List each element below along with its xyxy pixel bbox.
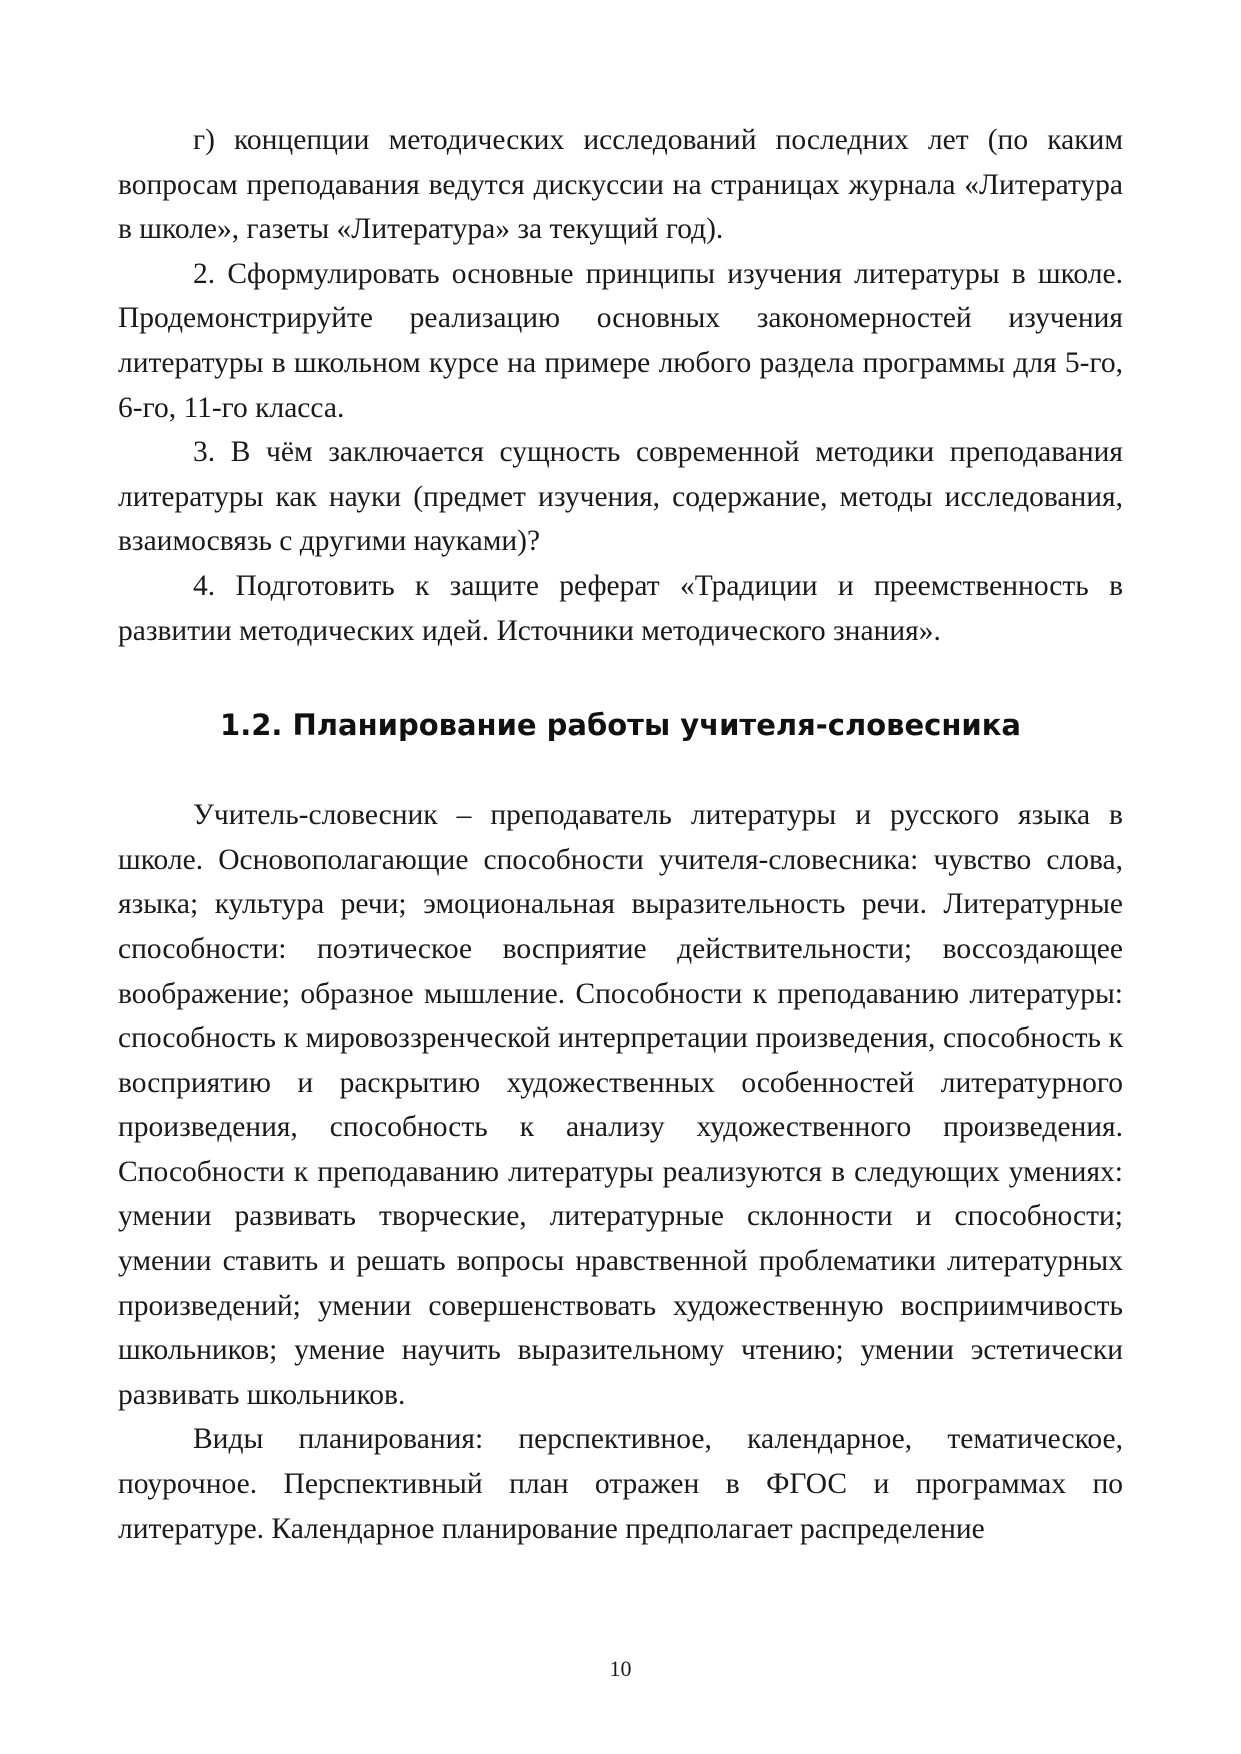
paragraph-task-4: 4. Подготовить к защите реферат «Традиции и преемственность в развитии методических идей. Источники методического знания». — [118, 569, 1123, 647]
paragraph-teacher-abilities: Учитель-словесник – преподаватель литературы и русского языка в школе. Основополагающие способности учителя-словесника: чувство слова, языка; культура речи; эмоциональная выразительность речи. Литературные способности: поэтическое восприятие действительности; воссоздающее воображение; образное мышление. Способности к преподаванию литературы: способность к мировоззренческой интерпретации произведения, способность к восприятию и раскрытию художественных особенностей литературного произведения, способность к анализу художественного произведения. Способности к преподаванию литературы реализуются в следующих умениях: умении развивать творческие, литературные склонности и способности; умении ставить и решать вопросы нравственной проблематики литературных произведений; умении совершенствовать художественную восприимчивость школьников; умение научить выразительному чтению; умении эстетически развивать школьников. — [118, 799, 1123, 1411]
paragraph-item-g: г) концепции методических исследований последних лет (по каким вопросам преподавания ведутся дискуссии на страницах журнала «Литература в школе», газеты «Литература» за текущий год). — [118, 124, 1123, 246]
page-number: 10 — [609, 1656, 632, 1681]
page-body — [118, 118, 1123, 1551]
paragraph-task-2: 2. Сформулировать основные принципы изучения литературы в школе. Продемонстрируйте реализацию основных закономерностей изучения литературы в школьном курсе на примере любого раздела программы для 5-го, 6-го, 11-го класса. — [118, 257, 1123, 424]
paragraph-planning-types: Виды планирования: перспективное, календарное, тематическое, поурочное. Перспективный план отражен в ФГОС и программах по литературе. Календарное планирование предполагает распределение — [118, 1423, 1123, 1545]
paragraph-task-3: 3. В чём заключается сущность современной методики преподавания литературы как науки (предмет изучения, содержание, методы исследования, взаимосвязь с другими науками)? — [118, 436, 1123, 558]
section-heading: 1.2. Планирование работы учителя-словесника — [220, 708, 1021, 743]
